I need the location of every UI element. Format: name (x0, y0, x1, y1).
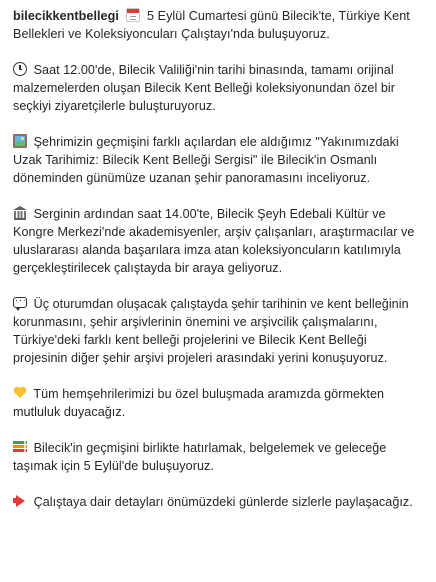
books-icon (13, 440, 27, 454)
framed-picture-icon (13, 134, 27, 148)
caption-text: Çalıştaya dair detayları önümüzdeki günlerde sizlerle paylaşacağız. (33, 495, 413, 509)
yellow-heart-icon (13, 387, 27, 400)
caption-text: Tüm hemşehrilerimizi bu özel buluşmada aramızda görmekten mutluluk duyacağız. (13, 387, 385, 419)
caption-text: 5 Eylül Cumartesi günü Bilecik'te, Türkiye Kent Bellekleri ve Koleksiyoncuları Çalıştayı'nda buluşuyoruz. (13, 9, 410, 41)
caption-paragraph-4 (13, 205, 424, 277)
caption-text: Şehrimizin geçmişini farklı açılardan ele aldığımız "Yakınımızdaki Uzak Tarihimiz: Bilecik Kent Belleği Sergisi" ile Bilecik'in Osmanlı döneminden günümüze uzanan şehir panoramasını inceliyoruz. (13, 135, 399, 185)
speech-balloon-icon (13, 297, 27, 308)
caption-paragraph-2 (13, 61, 424, 115)
caption-paragraph-6 (13, 385, 424, 421)
calendar-icon (126, 8, 140, 22)
megaphone-icon (13, 494, 27, 508)
classical-building-icon (13, 206, 27, 220)
caption-text: Üç oturumdan oluşacak çalıştayda şehir tarihinin ve kent belleğinin korunmasını, şehir arşivlerinin önemini ve arşivcilik çalışmalarını, Türkiye'deki farklı kent belleği projelerini ve Bilecik Kent Belleği projesinin diğer şehir arşivi projeleri arasındaki yerini konuşuyoruz. (13, 297, 409, 365)
caption-paragraph-1 (13, 7, 424, 43)
caption-paragraph-3 (13, 133, 424, 187)
clock-icon (13, 62, 27, 76)
author-username-link[interactable]: bilecikkentbellegi (13, 9, 119, 23)
caption-paragraph-7 (13, 439, 424, 475)
caption-text: Saat 12.00'de, Bilecik Valiliği'nin tarihi binasında, tamamı orijinal malzemelerden oluşan Bilecik Kent Belleği koleksiyonundan özel bir seçkiyi ziyaretçilerle buluşturuyoruz. (13, 63, 396, 113)
caption-text: Serginin ardından saat 14.00'te, Bilecik Şeyh Edebali Kültür ve Kongre Merkezi'nde akademisyenler, arşiv çalışanları, araştırmacılar ve uluslararası alanda başarılara imza atan koleksiyoncuların katılımıyla gerçekleştirilecek çalıştayda bir araya geliyoruz. (13, 207, 415, 275)
caption-text: Bilecik'in geçmişini birlikte hatırlamak, belgelemek ve geleceğe taşımak için 5 Eylül'de buluşuyoruz. (13, 441, 387, 473)
caption-paragraph-5 (13, 295, 424, 367)
caption-paragraph-8 (13, 493, 424, 511)
